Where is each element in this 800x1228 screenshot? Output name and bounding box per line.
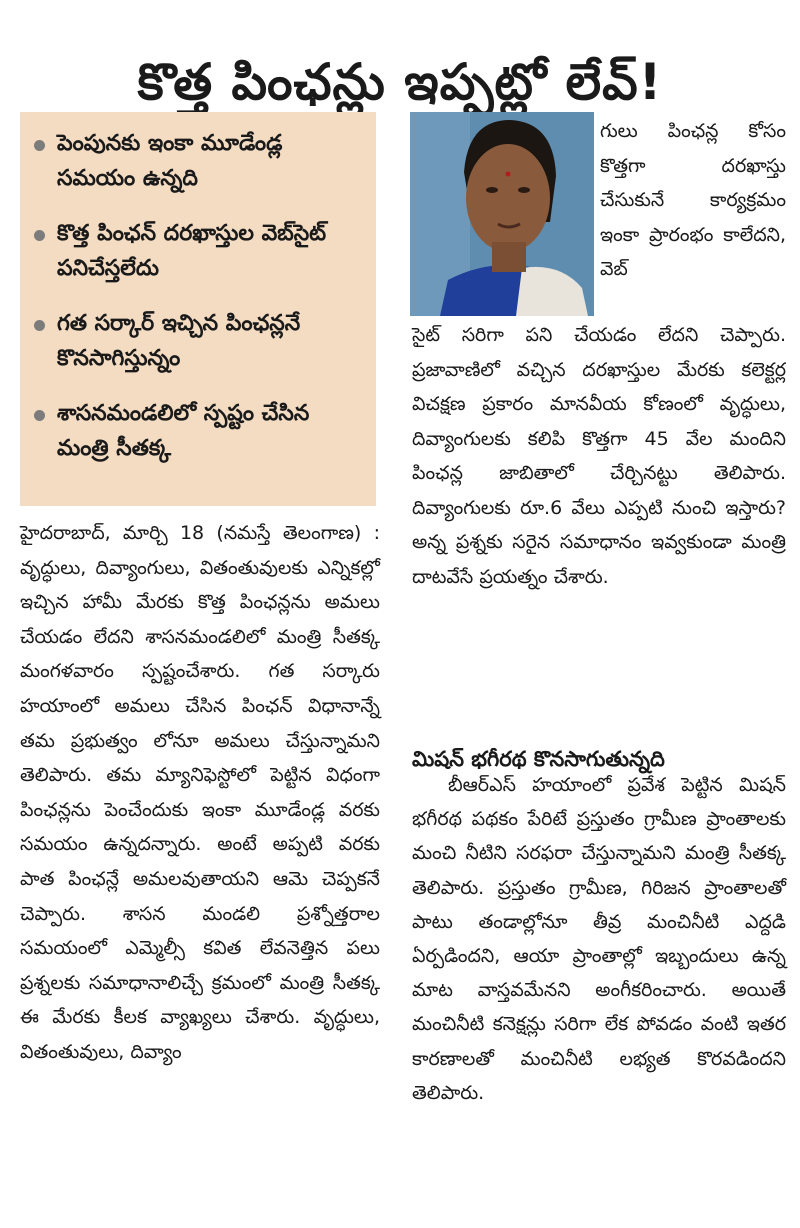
bullet-dot-icon: [34, 140, 45, 151]
article-column-left: హైదరాబాద్‌, మార్చి 18 (నమస్తే తెలంగాణ) : వృద్ధులు, దివ్యాంగులు, వితంతువులకు ఎన్నికల్లో ఇచ్చిన హామీ మేరకు కొత్త పింఛన్లను అమలు చేయడం లేదని శాసనమండలిలో మంత్రి సీతక్క మంగళవారం స్పష్టంచేశారు. గత సర్కారు హయాంలో అమలు చేసిన పింఛన్‌ విధానాన్నే తమ ప్రభుత్వం లోనూ అమలు చేస్తున్నామని తెలిపారు. తమ మ్యానిఫెస్టోలో పెట్టిన విధంగా పింఛన్లను పెంచేందుకు ఇంకా మూడేండ్ల వరకు సమయం ఉన్నదన్నారు. అంటే అప్పటి వరకు పాత పింఛన్లే అమలవుతాయని ఆమె చెప్పకనే చెప్పారు. శాసన మండలి ప్రశ్నోత్తరాల సమయంలో ఎమ్మెల్సీ కవిత లేవనెత్తిన పలు ప్రశ్నలకు సమాధానాలిచ్చే క్రమంలో మంత్రి సీతక్క ఈ మేరకు కీలక వ్యాఖ్యలు చేశారు. వృద్ధులు, వితంతువులు, దివ్యాం: [20, 522, 380, 1063]
minister-photo: [410, 112, 594, 316]
article-column-right-top: గులు పింఛన్ల కోసం కొత్తగా దరఖాస్తు చేసుకునే కార్యక్రమం ఇంకా ప్రారంభం కాలేదని, వెబ్‌: [600, 120, 786, 280]
subheading: మిషన్‌ భగీరథ కొనసాగుతున్నది: [412, 747, 665, 772]
highlight-text: పెంపునకు ఇంకా మూడేండ్ల సమయం ఉన్నది: [57, 131, 283, 191]
bullet-dot-icon: [34, 410, 45, 421]
article-column-right-bottom: బీఆర్‌ఎస్‌ హయాంలో ప్రవేశ పెట్టిన మిషన్‌ భగీరథ పథకం పేరిటే ప్రస్తుతం గ్రామీణ ప్రాంతాలకు మంచి నీటిని సరఫరా చేస్తున్నామని మంత్రి సీతక్క తెలిపారు. ప్రస్తుతం గ్రామీణ, గిరిజన ప్రాంతాలతో పాటు తండాల్లోనూ తీవ్ర మంచినీటి ఎద్దడి ఏర్పడిందని, ఆయా ప్రాంతాల్లో ఇబ్బందులు ఉన్న మాట వాస్తవమేనని అంగీకరించారు. అయితే మంచినీటి కనెక్షన్లు సరిగా లేక పోవడం వంటి ఇతర కారణాలతో మంచినీటి లభ్యత కొరవడిందని తెలిపారు.: [412, 774, 786, 1104]
headline: కొత్త పింఛన్లు ఇప్పట్లో లేవ్‌!: [137, 52, 663, 111]
highlight-item: [34, 396, 366, 466]
highlight-item: [34, 306, 366, 376]
highlights-box: [20, 112, 376, 506]
highlight-item: [34, 126, 366, 196]
highlight-item: [34, 216, 366, 286]
article-column-right-main: సైట్‌ సరిగా పని చేయడం లేదని చెప్పారు. ప్రజావాణిలో వచ్చిన దరఖాస్తుల మేరకు కలెక్టర్ల విచక్షణ ప్రకారం మానవీయ కోణంలో వృద్ధులు, దివ్యాంగులకు కలిపి కొత్తగా 45 వేల మందిని పింఛన్ల జాబితాలో చేర్చినట్టు తెలిపారు. దివ్యాంగులకు రూ.6 వేలు ఎప్పటి నుంచి ఇస్తారు? అన్న ప్రశ్నకు సరైన సమాధానం ఇవ్వకుండా మంత్రి దాటవేసే ప్రయత్నం చేశారు.: [412, 324, 786, 588]
bullet-dot-icon: [34, 320, 45, 331]
portrait-image: [410, 112, 594, 316]
highlight-text: గత సర్కార్‌ ఇచ్చిన పింఛన్లనే కొనసాగిస్తున్నం: [57, 311, 301, 371]
highlight-text: కొత్త పింఛన్‌ దరఖాస్తుల వెబ్‌సైట్‌ పనిచేస్తలేదు: [57, 221, 327, 281]
highlight-text: శాసనమండలిలో స్పష్టం చేసిన మంత్రి సీతక్క: [57, 401, 310, 461]
bullet-dot-icon: [34, 230, 45, 241]
